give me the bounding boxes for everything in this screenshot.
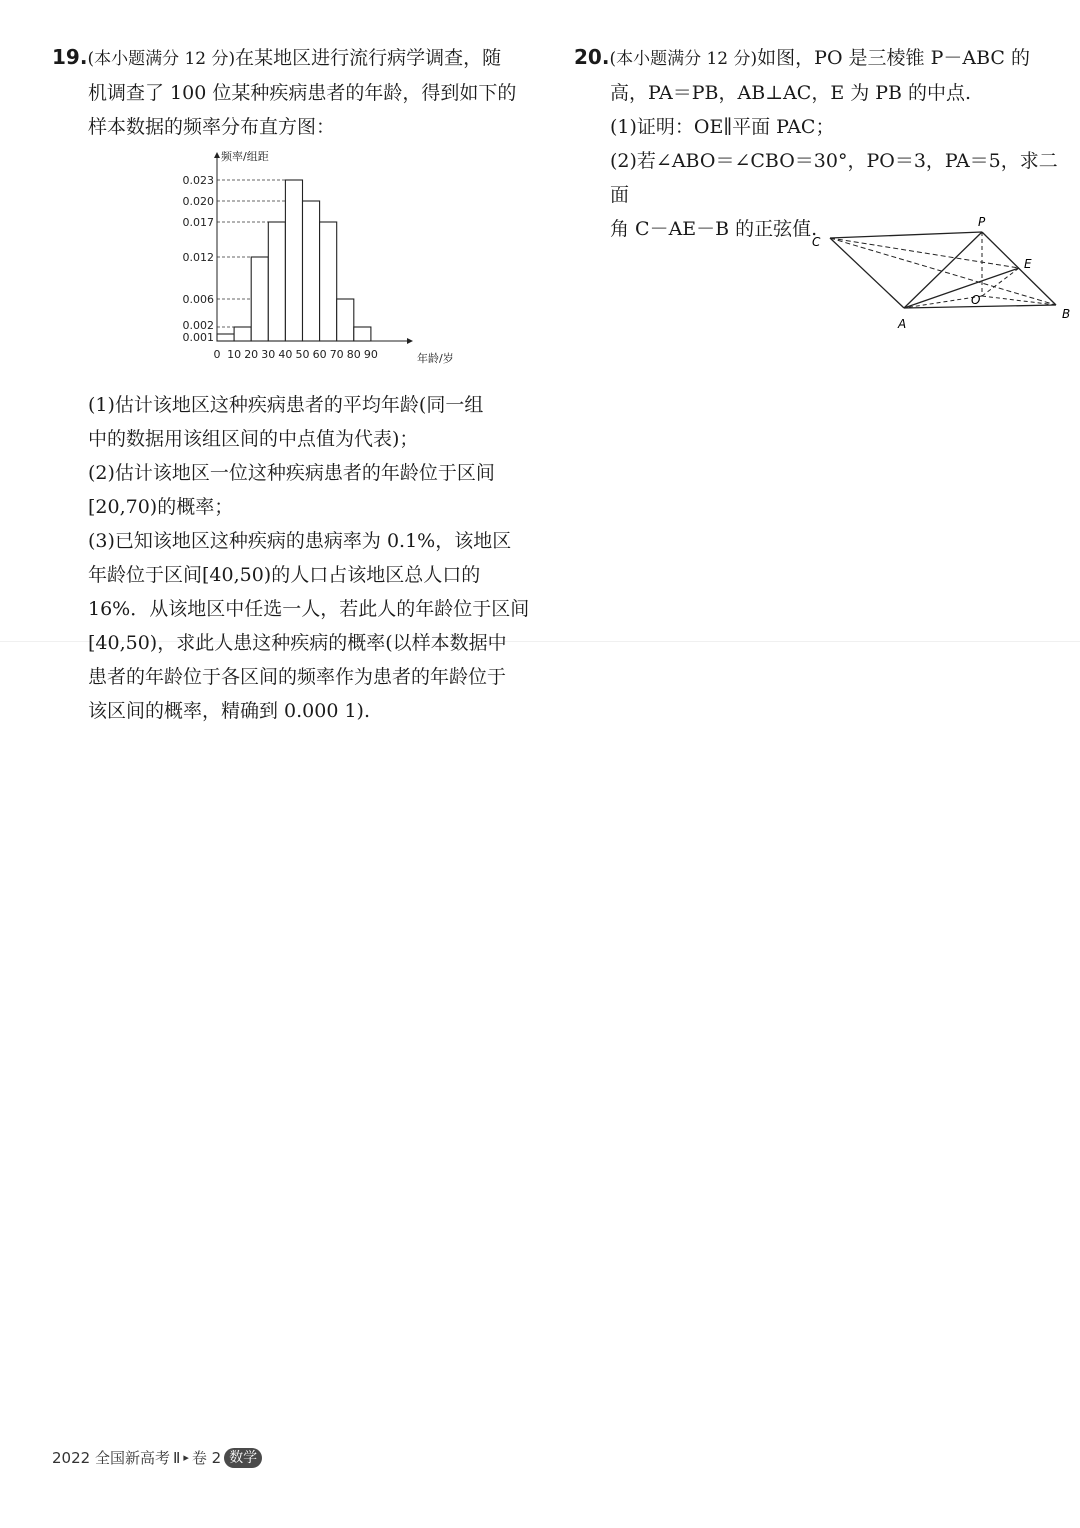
q19-part-line: [20,70)的概率；: [88, 496, 234, 518]
footer-subject-badge: 数学: [224, 1448, 262, 1468]
histogram-chart: [170, 148, 470, 374]
q19-intro-line1: 在某地区进行流行病学调查，随: [235, 47, 502, 69]
q19-part-line: (3)已知该地区这种疾病的患病率为 0.1%，该地区: [88, 530, 512, 552]
histogram-bar: [268, 222, 285, 341]
x-tick-label: 60: [312, 348, 327, 361]
q19-part-line: 该区间的概率，精确到 0.000 1).: [88, 700, 371, 722]
y-tick-label: 0.020: [182, 195, 214, 208]
q20-score: (本小题满分 12 分): [609, 49, 758, 69]
q19-parts: [52, 388, 552, 728]
q19-part-line: 年龄位于区间[40,50)的人口占该地区总人口的: [88, 564, 481, 586]
label-o: O: [971, 293, 981, 307]
histogram-bar: [234, 327, 251, 341]
x-axis-arrow-icon: [407, 338, 413, 344]
x-tick-label: 90: [363, 348, 378, 361]
y-axis-label: 频率/组距: [221, 150, 269, 163]
q19-number: 19.: [52, 45, 88, 69]
q19-score: (本小题满分 12 分): [87, 49, 236, 69]
histogram-bar: [337, 299, 354, 341]
q19-intro-line2: 机调查了 100 位某种疾病患者的年龄，得到如下的: [88, 82, 517, 104]
q20-line2: 高，PA＝PB，AB⊥AC，E 为 PB 的中点.: [610, 82, 972, 104]
x-tick-label: 70: [329, 348, 344, 361]
histogram-svg: [170, 148, 470, 374]
x-tick-label: 0: [213, 348, 221, 361]
x-tick-label: 10: [227, 348, 242, 361]
x-tick-label: 80: [346, 348, 361, 361]
question-19: [52, 40, 552, 728]
segment-ae: [904, 268, 1019, 308]
q20-number: 20.: [574, 45, 610, 69]
q19-part-line: 患者的年龄位于各区间的频率作为患者的年龄位于: [88, 666, 507, 688]
histogram-bar: [217, 334, 234, 341]
x-tick-label: 40: [278, 348, 293, 361]
q20-part2-line1: (2)若∠ABO＝∠CBO＝30°，PO＝3，PA＝5，求二面: [610, 150, 1058, 206]
label-c: C: [812, 235, 821, 249]
y-axis-arrow-icon: [214, 152, 220, 158]
q19-part-line: [40,50)，求此人患这种疾病的概率(以样本数据中: [88, 632, 507, 654]
y-tick-label: 0.012: [182, 251, 214, 264]
pyramid-figure: [806, 212, 1076, 338]
histogram-bar: [303, 201, 320, 341]
hidden-oe: [982, 268, 1019, 296]
y-tick-label: 0.006: [182, 293, 214, 306]
x-tick-label: 50: [295, 348, 310, 361]
y-tick-label: 0.001: [182, 331, 214, 344]
hidden-ob: [982, 296, 1056, 305]
histogram-bar: [285, 180, 302, 341]
x-axis-label: 年龄/岁: [417, 352, 454, 365]
q19-stem: [52, 40, 552, 144]
q19-part-line: 中的数据用该组区间的中点值为代表)；: [88, 428, 419, 450]
pyramid-svg: [806, 212, 1076, 338]
q19-intro-line3: 样本数据的频率分布直方图：: [88, 116, 336, 138]
hidden-ce: [830, 238, 1019, 268]
footer-arrow-icon: ▸: [183, 1451, 189, 1464]
q20-part2-line2: 角 C－AE－B 的正弦值.: [610, 218, 818, 240]
label-b: B: [1062, 307, 1071, 321]
y-tick-label: 0.023: [182, 174, 214, 187]
y-tick-label: 0.002: [182, 319, 214, 332]
label-a: A: [898, 317, 907, 331]
q20-part1: (1)证明：OE∥平面 PAC；: [610, 116, 835, 138]
histogram-bar: [354, 327, 371, 341]
label-p: P: [978, 215, 986, 229]
edge-cp: [830, 232, 982, 238]
footer: [52, 1447, 262, 1468]
label-e: E: [1024, 257, 1032, 271]
footer-paper: 卷 2: [191, 1449, 222, 1467]
q19-part-line: (1)估计该地区这种疾病患者的平均年龄(同一组: [88, 394, 484, 416]
footer-roman: Ⅱ: [172, 1448, 181, 1467]
q19-part-line: 16%．从该地区中任选一人，若此人的年龄位于区间: [88, 598, 530, 620]
edge-ca: [830, 238, 904, 308]
x-tick-label: 30: [261, 348, 276, 361]
q19-part-line: (2)估计该地区一位这种疾病患者的年龄位于区间: [88, 462, 495, 484]
histogram-bar: [320, 222, 337, 341]
x-tick-label: 20: [244, 348, 259, 361]
q20-line1: 如图，PO 是三棱锥 P－ABC 的: [757, 47, 1030, 69]
histogram-bar: [251, 257, 268, 341]
y-tick-label: 0.017: [182, 216, 214, 229]
footer-year-text: 2022 全国新高考: [52, 1449, 170, 1467]
q20-stem: [574, 40, 1074, 110]
